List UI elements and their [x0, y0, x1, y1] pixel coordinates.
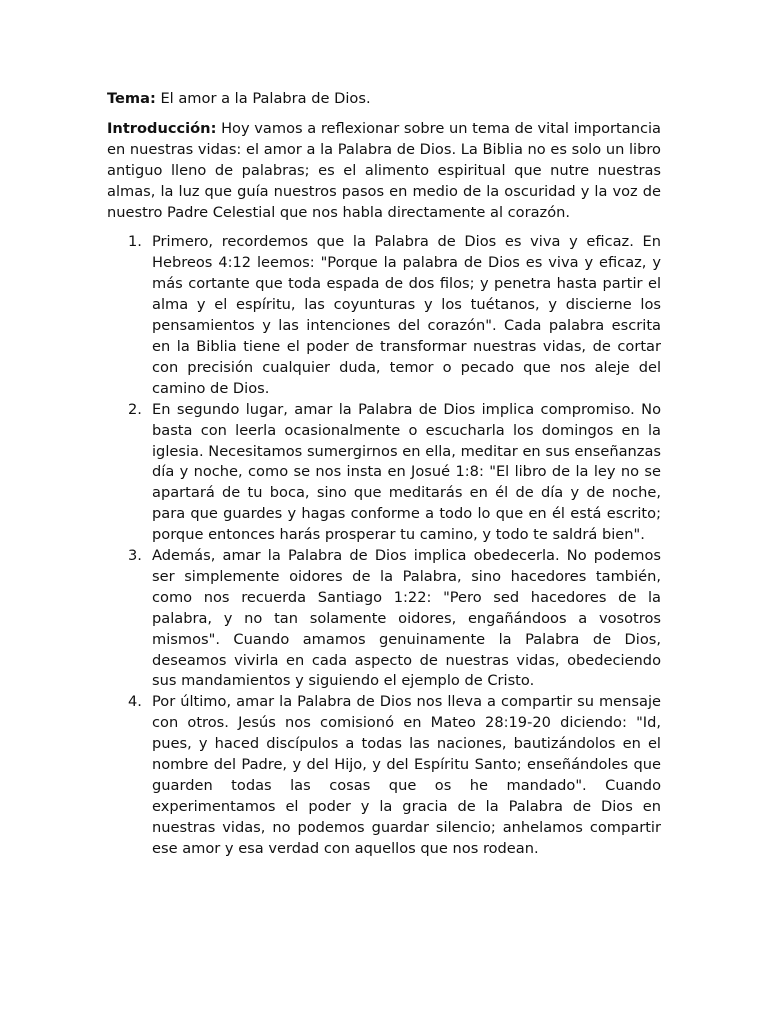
list-item-text: Primero, recordemos que la Palabra de Dios es viva y eficaz. En Hebreos 4:12 leemos: "Porque la palabra de Dios es viva y eficaz, y más cortante que toda espada de dos filos; y penetra hasta partir el alma y el espíritu, las coyunturas y los tuétanos, y discierne los pensamientos y las intenciones del corazón". Cada palabra escrita en la Biblia tiene el poder de transformar nuestras vidas, de cortar con precisión cualquier duda, temor o pecado que nos aleje del camino de Dios. — [152, 233, 661, 397]
list-item-text: Además, amar la Palabra de Dios implica obedecerla. No podemos ser simplemente oidores de la Palabra, sino hacedores también, como nos recuerda Santiago 1:22: "Pero sed hacedores de la palabra, y no tan solamente oidores, engañándoos a vosotros mismos". Cuando amamos genuinamente la Palabra de Dios, deseamos vivirla en cada aspecto de nuestras vidas, obedeciendo sus mandamientos y siguiendo el ejemplo de Cristo. — [152, 547, 661, 690]
topic-text: El amor a la Palabra de Dios. — [160, 90, 371, 107]
introduction-label: Introducción: — [107, 119, 217, 137]
topic-label: Tema: — [107, 90, 156, 107]
list-item-text: En segundo lugar, amar la Palabra de Dios implica compromiso. No basta con leerla ocasionalmente o escucharla los domingos en la iglesia. Necesitamos sumergirnos en ella, meditar en sus enseñanzas día y noche, como se nos insta en Josué 1:8: "El libro de la ley no se apartará de tu boca, sino que meditarás en él de día y de noche, para que guardes y hagas conforme a todo lo que en él está escrito; porque entonces harás prosperar tu camino, y todo te saldrá bien". — [152, 400, 661, 544]
topic-line — [107, 89, 661, 110]
list-item — [107, 546, 661, 692]
list-item-number: 4. — [128, 693, 142, 711]
introduction-paragraph — [107, 119, 661, 224]
list-item — [107, 692, 661, 859]
list-item — [107, 232, 661, 399]
list-item-number: 3. — [128, 547, 142, 565]
introduction-text: Hoy vamos a reflexionar sobre un tema de vital importancia en nuestras vidas: el amor a la Palabra de Dios. La Biblia no es solo un libro antiguo lleno de palabras; es el alimento espiritual que nutre nuestras almas, la luz que guía nuestros pasos en medio de la oscuridad y la voz de nuestro Padre Celestial que nos habla directamente al corazón. — [107, 119, 661, 221]
list-item-number: 2. — [128, 400, 142, 418]
list-item — [107, 400, 661, 546]
numbered-points-list — [107, 232, 661, 859]
list-item-number: 1. — [128, 233, 142, 251]
list-item-text: Por último, amar la Palabra de Dios nos lleva a compartir su mensaje con otros. Jesús nos comisionó en Mateo 28:19-20 diciendo: "Id, pues, y haced discípulos a todas las naciones, bautizándolos en el nombre del Padre, y del Hijo, y del Espíritu Santo; enseñándoles que guarden todas las cosas que os he mandado". Cuando experimentamos el poder y la gracia de la Palabra de Dios en nuestras vidas, no podemos guardar silencio; anhelamos compartir ese amor y esa verdad con aquellos que nos rodean. — [152, 693, 661, 857]
